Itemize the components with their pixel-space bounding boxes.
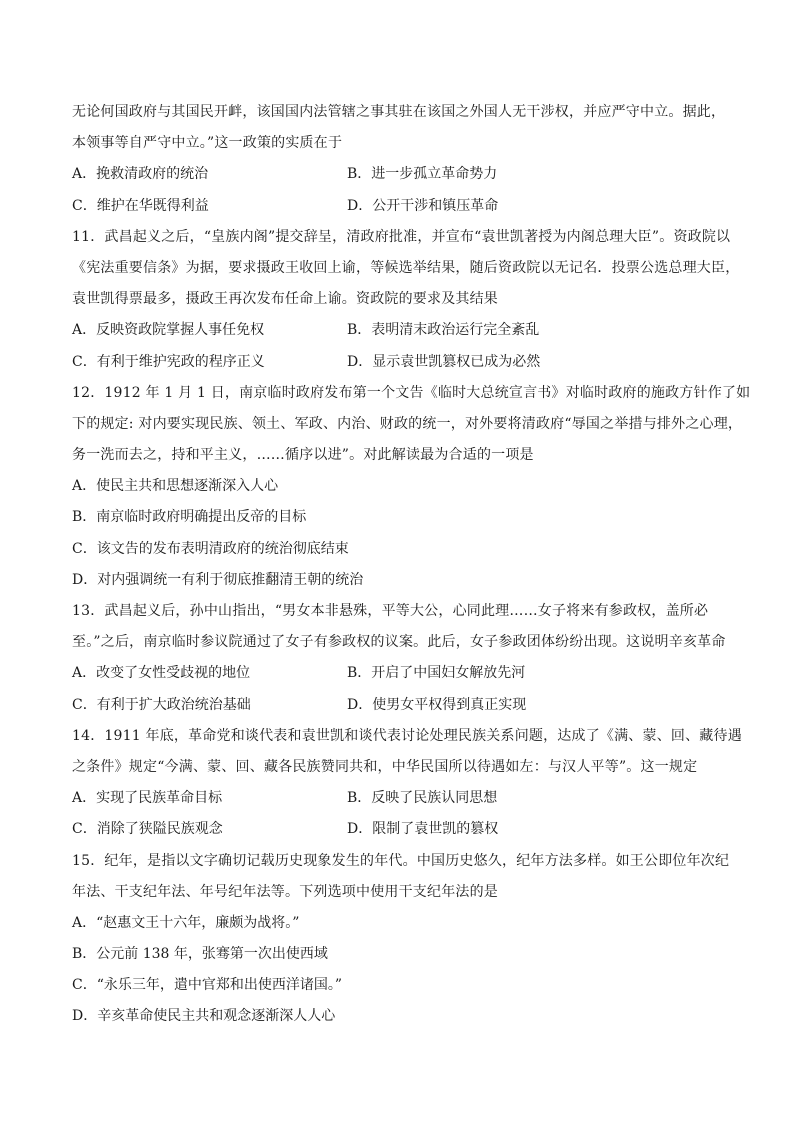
- exam-page: [72, 97, 751, 1033]
- q14-options-row-2: [72, 814, 732, 845]
- q11-option-c[interactable]: C．有利于维护宪政的程序正义: [72, 353, 265, 370]
- q10-option-d[interactable]: D．公开干涉和镇压革命: [347, 197, 499, 214]
- q12-stem-line-1: 12．1912 年 1 月 1 日，南京临时政府发布第一个文告《临时大总统宣言书》对临时政府的施政方针作了如: [72, 384, 751, 401]
- q15-option-d[interactable]: D．辛亥革命使民主共和观念逐渐深人人心: [72, 1008, 336, 1025]
- q11-option-a[interactable]: A．反映资政院掌握人事任免权: [72, 322, 265, 339]
- q12-option-c[interactable]: C．该文告的发布表明清政府的统治彻底结束: [72, 540, 349, 557]
- q14-option-a[interactable]: A．实现了民族革命目标: [72, 790, 223, 807]
- q11-options-row-1: [72, 315, 732, 346]
- q15-option-a[interactable]: A．“赵惠文王十六年，廉颇为战将。”: [72, 914, 300, 931]
- q15-option-b[interactable]: B．公元前 138 年，张骞第一次出使西域: [72, 946, 328, 963]
- q13-option-b[interactable]: B．开启了中国妇女解放先河: [347, 665, 526, 682]
- q14-option-d[interactable]: D．限制了袁世凯的篡权: [347, 821, 499, 838]
- q10-options-row-1: [72, 159, 732, 190]
- q13-stem-line-2: 至。”之后，南京临时参议院通过了女子有参政权的议案。此后，女子参政团体纷纷出现。这说明辛亥革命: [72, 634, 726, 651]
- q14-stem-line-2: 之条件》规定“今满、蒙、回、藏各民族赞同共和，中华民国所以待遇如左：与汉人平等”。这一规定: [72, 758, 698, 775]
- q15-option-c[interactable]: C．“永乐三年，遣中官郑和出使西洋诸国。”: [72, 977, 343, 994]
- q14-option-b[interactable]: B．反映了民族认同思想: [347, 790, 498, 807]
- q10-option-a[interactable]: A．挽救清政府的统治: [72, 166, 209, 183]
- q14-option-c[interactable]: C．消除了狭隘民族观念: [72, 821, 223, 838]
- q10-stem-line-2: 本领事等自严守中立。”这一政策的实质在于: [72, 135, 343, 152]
- q14-options-row-1: [72, 783, 732, 814]
- q13-option-d[interactable]: D．使男女平权得到真正实现: [347, 696, 527, 713]
- q13-option-a[interactable]: A．改变了女性受歧视的地位: [72, 665, 251, 682]
- q11-stem-line-2: 《宪法重要信条》为据，要求摄政王收回上谕，等候选举结果，随后资政院以无记名．投票公选总理大臣，: [72, 259, 740, 276]
- q13-stem-line-1: 13．武昌起义后，孙中山指出，“男女本非悬殊，平等大公，心同此理……女子将来有参政权，盖所必: [72, 603, 709, 619]
- q11-option-d[interactable]: D．显示袁世凯篡权已成为必然: [347, 353, 541, 370]
- q15-stem-line-2: 年法、干支纪年法、年号纪年法等。下列选项中使用干支纪年法的是: [72, 883, 498, 900]
- q12-option-d[interactable]: D．对内强调统一有利于彻底推翻清王朝的统治: [72, 571, 364, 588]
- q11-stem-line-3: 袁世凯得票最多，摄政王再次发布任命上谕。资政院的要求及其结果: [72, 291, 498, 308]
- q11-options-row-2: [72, 347, 732, 378]
- q10-option-b[interactable]: B．进一步孤立革命势力: [347, 166, 498, 183]
- q10-option-c[interactable]: C．维护在华既得利益: [72, 197, 209, 214]
- q11-stem-line-1: 11．武昌起义之后，“皇族内阁”提交辞呈，清政府批准，并宣布“袁世凯著授为内阁总理大臣”。资政院以: [72, 228, 731, 245]
- q13-options-row-1: [72, 658, 732, 689]
- q11-option-b[interactable]: B．表明清末政治运行完全紊乱: [347, 322, 540, 339]
- q12-option-b[interactable]: B．南京临时政府明确提出反帝的目标: [72, 509, 307, 526]
- q10-stem-line-1: 无论何国政府与其国民开衅，该国国内法管辖之事其驻在该国之外国人无干涉权，并应严守中立。据此，: [72, 104, 726, 120]
- q13-option-c[interactable]: C．有利于扩大政治统治基础: [72, 696, 251, 713]
- q14-stem-line-1: 14．1911 年底，革命党和谈代表和袁世凯和谈代表讨论处理民族关系问题，达成了《满、蒙、回、藏待遇: [72, 727, 742, 744]
- q12-option-a[interactable]: A．使民主共和思想逐渐深入人心: [72, 478, 279, 495]
- q10-options-row-2: [72, 191, 732, 222]
- q13-options-row-2: [72, 690, 732, 721]
- q12-stem-line-2: 下的规定: 对内要实现民族、领土、军政、内治、财政的统一，对外要将清政府“辱国之举措与排外之心理，: [72, 415, 743, 432]
- q15-stem-line-1: 15．纪年，是指以文字确切记载历史现象发生的年代。中国历史悠久，纪年方法多样。如王公即位年次纪: [72, 852, 730, 869]
- q12-stem-line-3: 务一洗而去之，持和平主义，……循序以进”。对此解读最为合适的一项是: [72, 447, 534, 464]
